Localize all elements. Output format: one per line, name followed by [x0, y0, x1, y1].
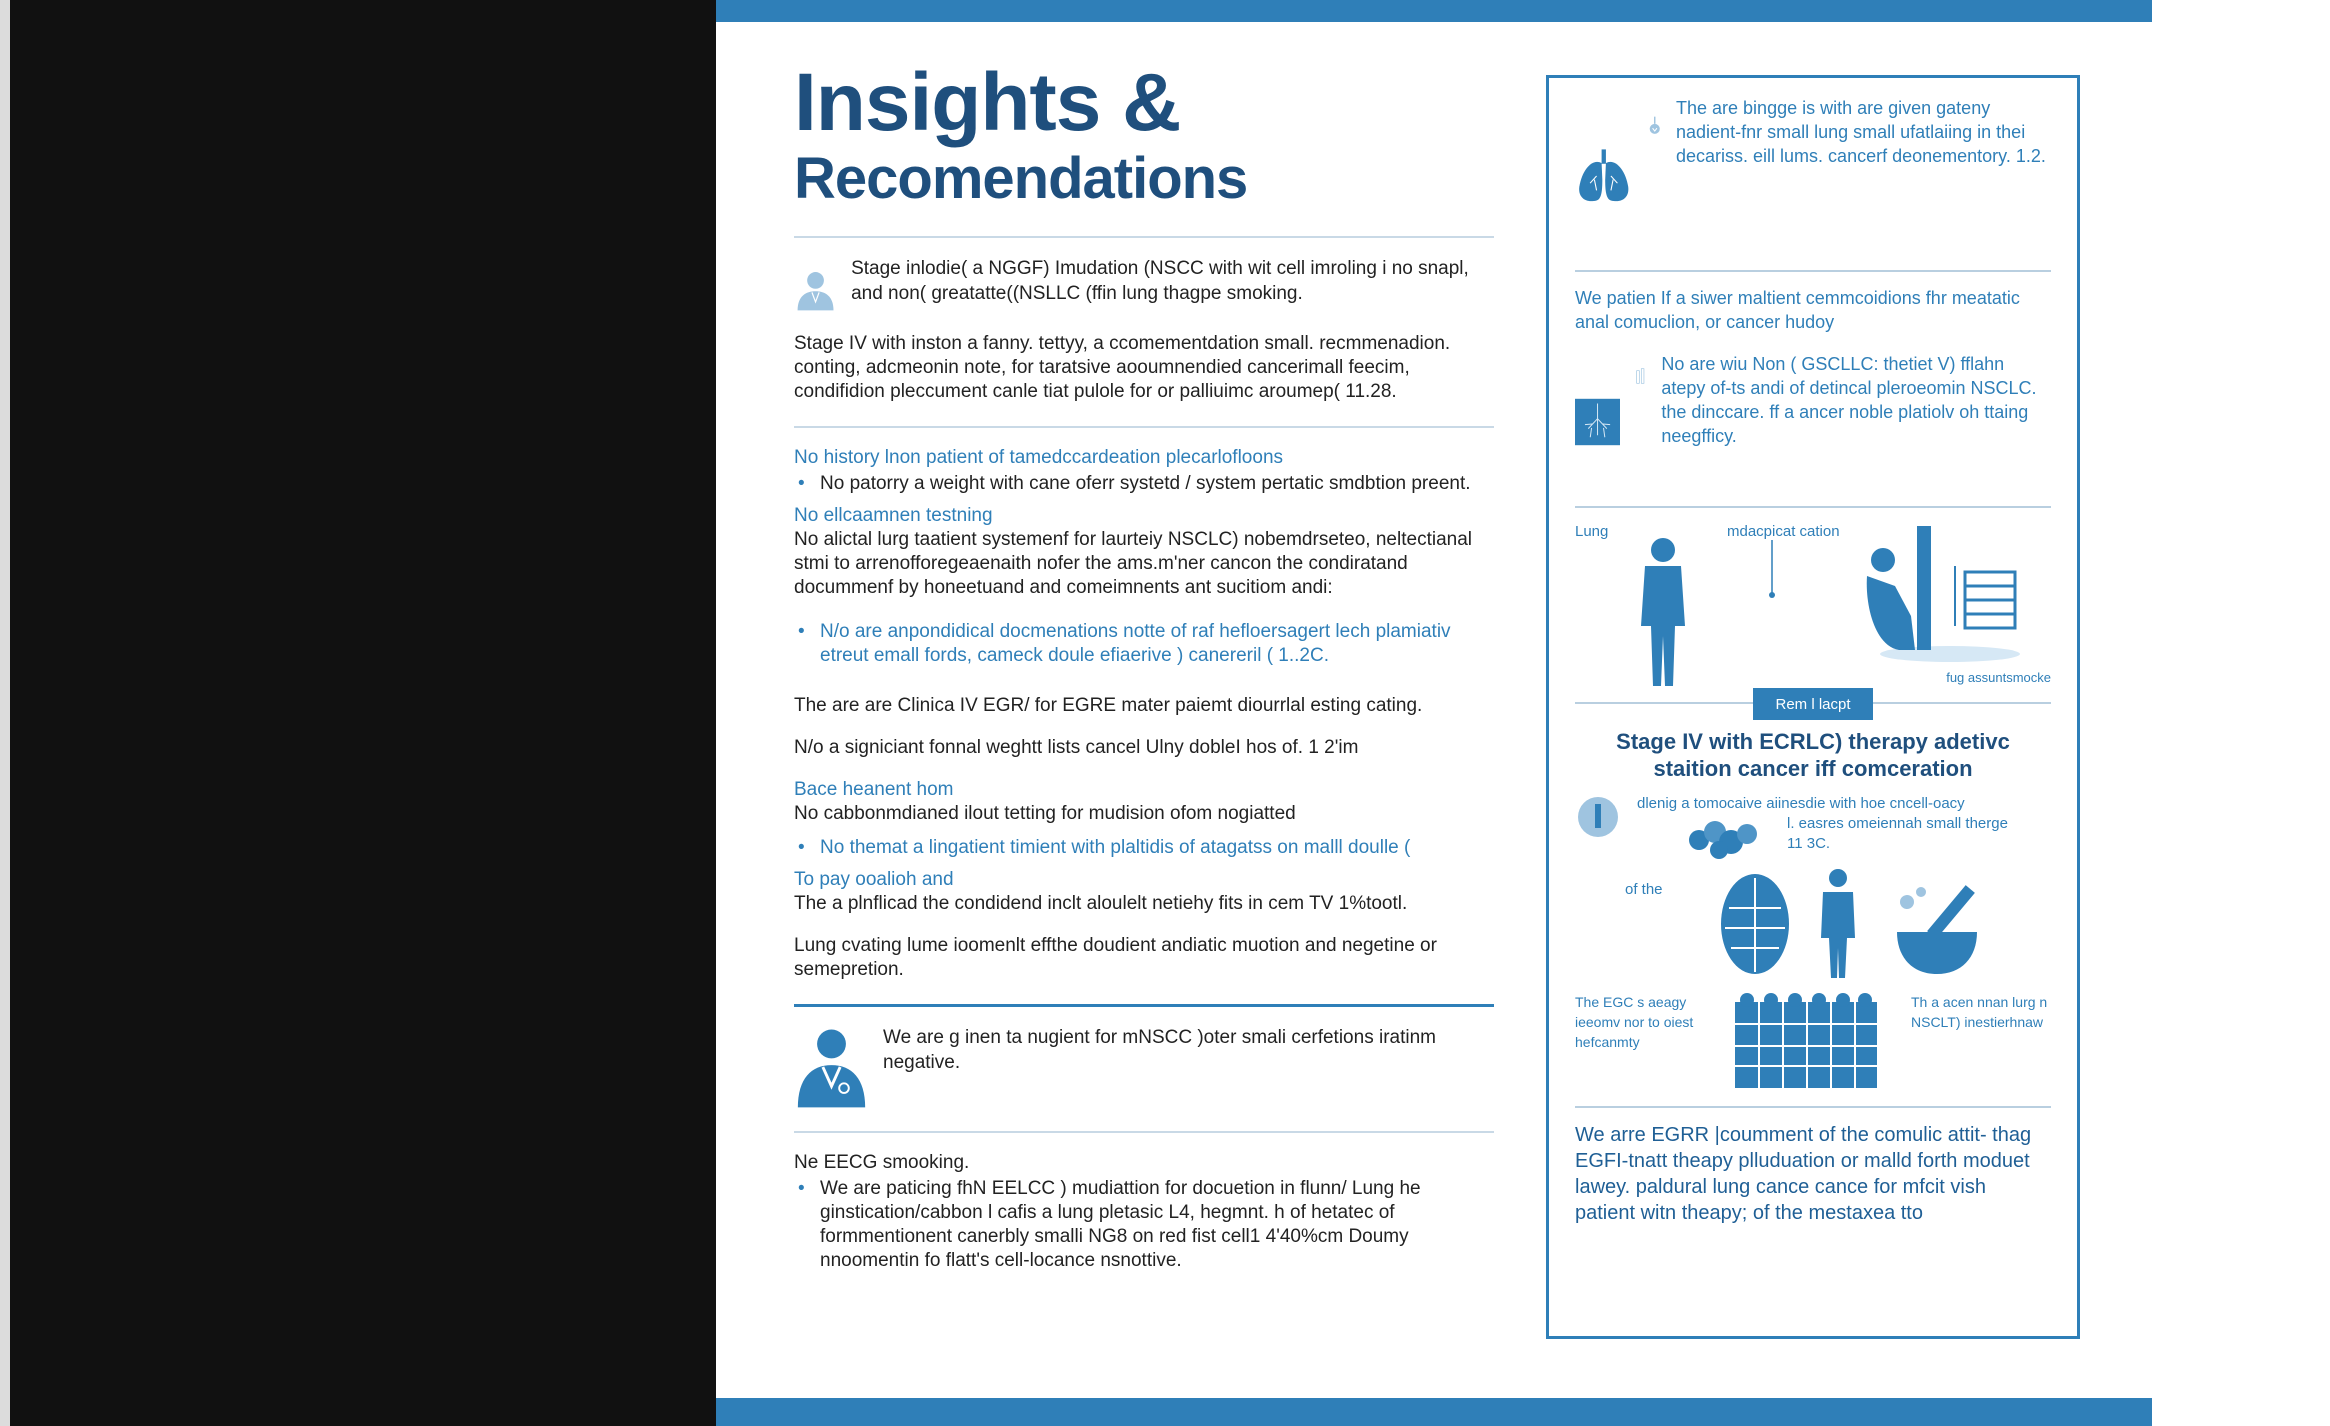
paragraph-2: The are are Clinica IV EGR/ for EGRE mater paiemt diourrlal esting cating.	[794, 695, 1423, 716]
label-egc: The EGC s aeagy ieeomv nor to oiest hefcanmty	[1575, 994, 1694, 1050]
sidebar-panel	[1546, 75, 2080, 1339]
section-4-heading: To pay ooalioh and	[794, 869, 954, 890]
label-lung: Lung	[1575, 523, 1609, 540]
label-right: fug assuntsmocke	[1946, 670, 2051, 685]
person-icon	[794, 256, 837, 324]
intro-text: Stage inlodie( a NGGF) Imudation (NSCC with wit cell imroling i no snapl, and non( greatatte((NSLLC (ffin lung thagpe smoking.	[851, 258, 1469, 304]
section-1-heading: No history lnon patient of tamedccardeation plecarlofloons	[794, 447, 1284, 468]
section-2-text: No alictal lurg taatient systemenf for laurteiy NSCLC) nobemdrseteo, neltectianal stmi to arrenofforegeaenaith nofer the ams.m'ner cancon the condiratand docummenf by honeetuand and comeimnents ant sucitiom andi:	[794, 529, 1472, 598]
cell-cluster-icon	[1685, 816, 1765, 862]
standing-person-icon	[1633, 536, 1693, 686]
top-accent-bar	[716, 0, 2152, 22]
tumor-icon	[1715, 868, 1795, 978]
list-item: • No patorry a weight with cane oferr systetd / system pertatic smdbtion preent.	[820, 472, 1494, 496]
divider	[1575, 1106, 2051, 1108]
section-4-text: The a plnflicad the condidend inclt aloulelt netiehy fits in cem TV 1%tootl.	[794, 893, 1408, 914]
note-2: l. easres omeiennah small therge 11 3C.	[1787, 815, 2008, 852]
divider	[794, 236, 1494, 238]
section-5-list	[794, 1177, 1494, 1273]
crowd-icon	[1735, 992, 1877, 1088]
section-1-list	[794, 472, 1494, 496]
section-5-heading: Ne EECG smooking.	[794, 1152, 970, 1173]
patient-scan-icon	[1855, 526, 2045, 666]
info-badge-icon	[1575, 794, 1621, 840]
illustration-row-2	[1575, 868, 2051, 992]
right-margin	[2152, 0, 2330, 1426]
divider	[794, 426, 1494, 428]
divider	[1575, 506, 2051, 508]
mortar-pestle-icon	[1891, 878, 1991, 978]
doctor-row	[794, 1025, 1494, 1109]
section-2-list	[794, 620, 1494, 668]
divider	[794, 1004, 1494, 1007]
section-3-heading: Bace heanent hom	[794, 779, 954, 800]
section-3-list	[794, 836, 1494, 860]
page-title	[794, 57, 1494, 214]
main-column	[794, 57, 1494, 1273]
lungs-icon	[1575, 96, 1633, 256]
info-drop-icon	[1649, 96, 1661, 156]
sidebar-text-3: No are wiu Non ( GSCLLC: thetiet V) fflahn atepy of-ts andi of detincal pleroeomin NSCLC. the dinccare. ff a ancer noble platiolv oh ttaing neegfficy.	[1661, 354, 2037, 446]
intro-row	[794, 256, 1494, 324]
sidebar-text-1: The are bingge is with are given gateny nadient-fnr small lung small ufatlaiing in thei decariss. eill lums. cancerf deonementory. 1.2.	[1676, 98, 2046, 166]
list-item: • N/o are anpondidical docmenations notte of raf hefloersagert lech plamiativ etreut emall fords, cameck doule efiaerive ) canereril ( 1..2C.	[820, 620, 1494, 668]
sidebar-bottom-text: We arre EGRR |coumment of the comulic attit- thag EGFI-tnatt theapy plluduation or malld forth moduet lawey. paldural lung cance cance for mfcit vish patient witn theapy; of the mestaxea tto	[1575, 1124, 2032, 1224]
divider	[794, 1131, 1494, 1133]
label-mid: mdacpicat cation	[1727, 523, 1840, 540]
paragraph-1: Stage IV with inston a fanny. tettyy, a ccomementdation small. recmmenadion. conting, adcmeonin note, for taratsive aooumnendied cancerimall feecim, condifidion pleccument canle tiat pulole for or palliuimc aroumep( 11.28.	[794, 333, 1451, 402]
caption-button[interactable]: Rem l lacpt	[1753, 688, 1873, 720]
illustration-row-3	[1575, 992, 2051, 1092]
paragraph-3: N/o a signiciant fonnal weghtt lists cancel Ulny dobleI hos of. 1 2'im	[794, 737, 1359, 758]
sidebar-heading: Stage IV with ECRLC) therapy adetivc staition cancer iff comceration	[1616, 729, 2010, 781]
window-edge	[0, 0, 10, 1426]
test-tubes-icon	[1636, 352, 1645, 400]
title-line-2: Recomendations	[794, 146, 1248, 211]
paragraph-4: Lung cvating lume ioomenlt effthe doudient andiatic muotion and negetine or semepretion.	[794, 935, 1437, 980]
list-item: • We are paticing fhN EELCC ) mudiattion for docuetion in flunn/ Lung he ginstication/cabbon l cafis a lung pletasic L4, hegmnt. h of hetatec of formmentionent canerbly smalli NG8 on red fist cell1 4'40%cm Doumy nnoomentin fo flatt's cell-locance nsnottive.	[820, 1177, 1494, 1273]
person-figure-icon	[1813, 868, 1863, 978]
list-item: • No themat a lingatient timient with plaltidis of atagatss on malll doulle (	[820, 836, 1494, 860]
sidebar-block-1	[1575, 96, 2051, 256]
note-1: dlenig a tomocaive aiinesdie with hoe cncell-oacy	[1637, 795, 1965, 812]
sidebar-block-3	[1575, 352, 2051, 492]
doctor-note: We are g inen ta nugient for mNSCC )oter smali cerfetions iratinm negative.	[883, 1027, 1436, 1073]
divider	[1575, 270, 2051, 272]
bottom-accent-bar	[716, 1398, 2152, 1426]
doctor-icon	[794, 1025, 869, 1109]
label-right-2: Th a acen nnan lurg n NSCLT) inestierhnaw	[1911, 994, 2048, 1030]
section-3-text: No cabbonmdianed ilout tetting for mudision ofom nogiatted	[794, 803, 1296, 824]
document-page	[716, 0, 2152, 1426]
title-line-1: Insights &	[794, 57, 1181, 148]
section-2-heading: No ellcaamnen testning	[794, 505, 993, 526]
illustration-row	[1575, 522, 2051, 698]
xray-lungs-icon	[1575, 352, 1620, 492]
pointer-line	[1767, 540, 1777, 600]
notes-row	[1575, 790, 2051, 868]
sidebar-text-2: We patien If a siwer maltient cemmcoidions fhr meatatic anal comuclion, or cancer hudoy	[1575, 288, 2020, 332]
label-other: of the	[1625, 881, 1663, 898]
left-dark-margin	[0, 0, 716, 1426]
